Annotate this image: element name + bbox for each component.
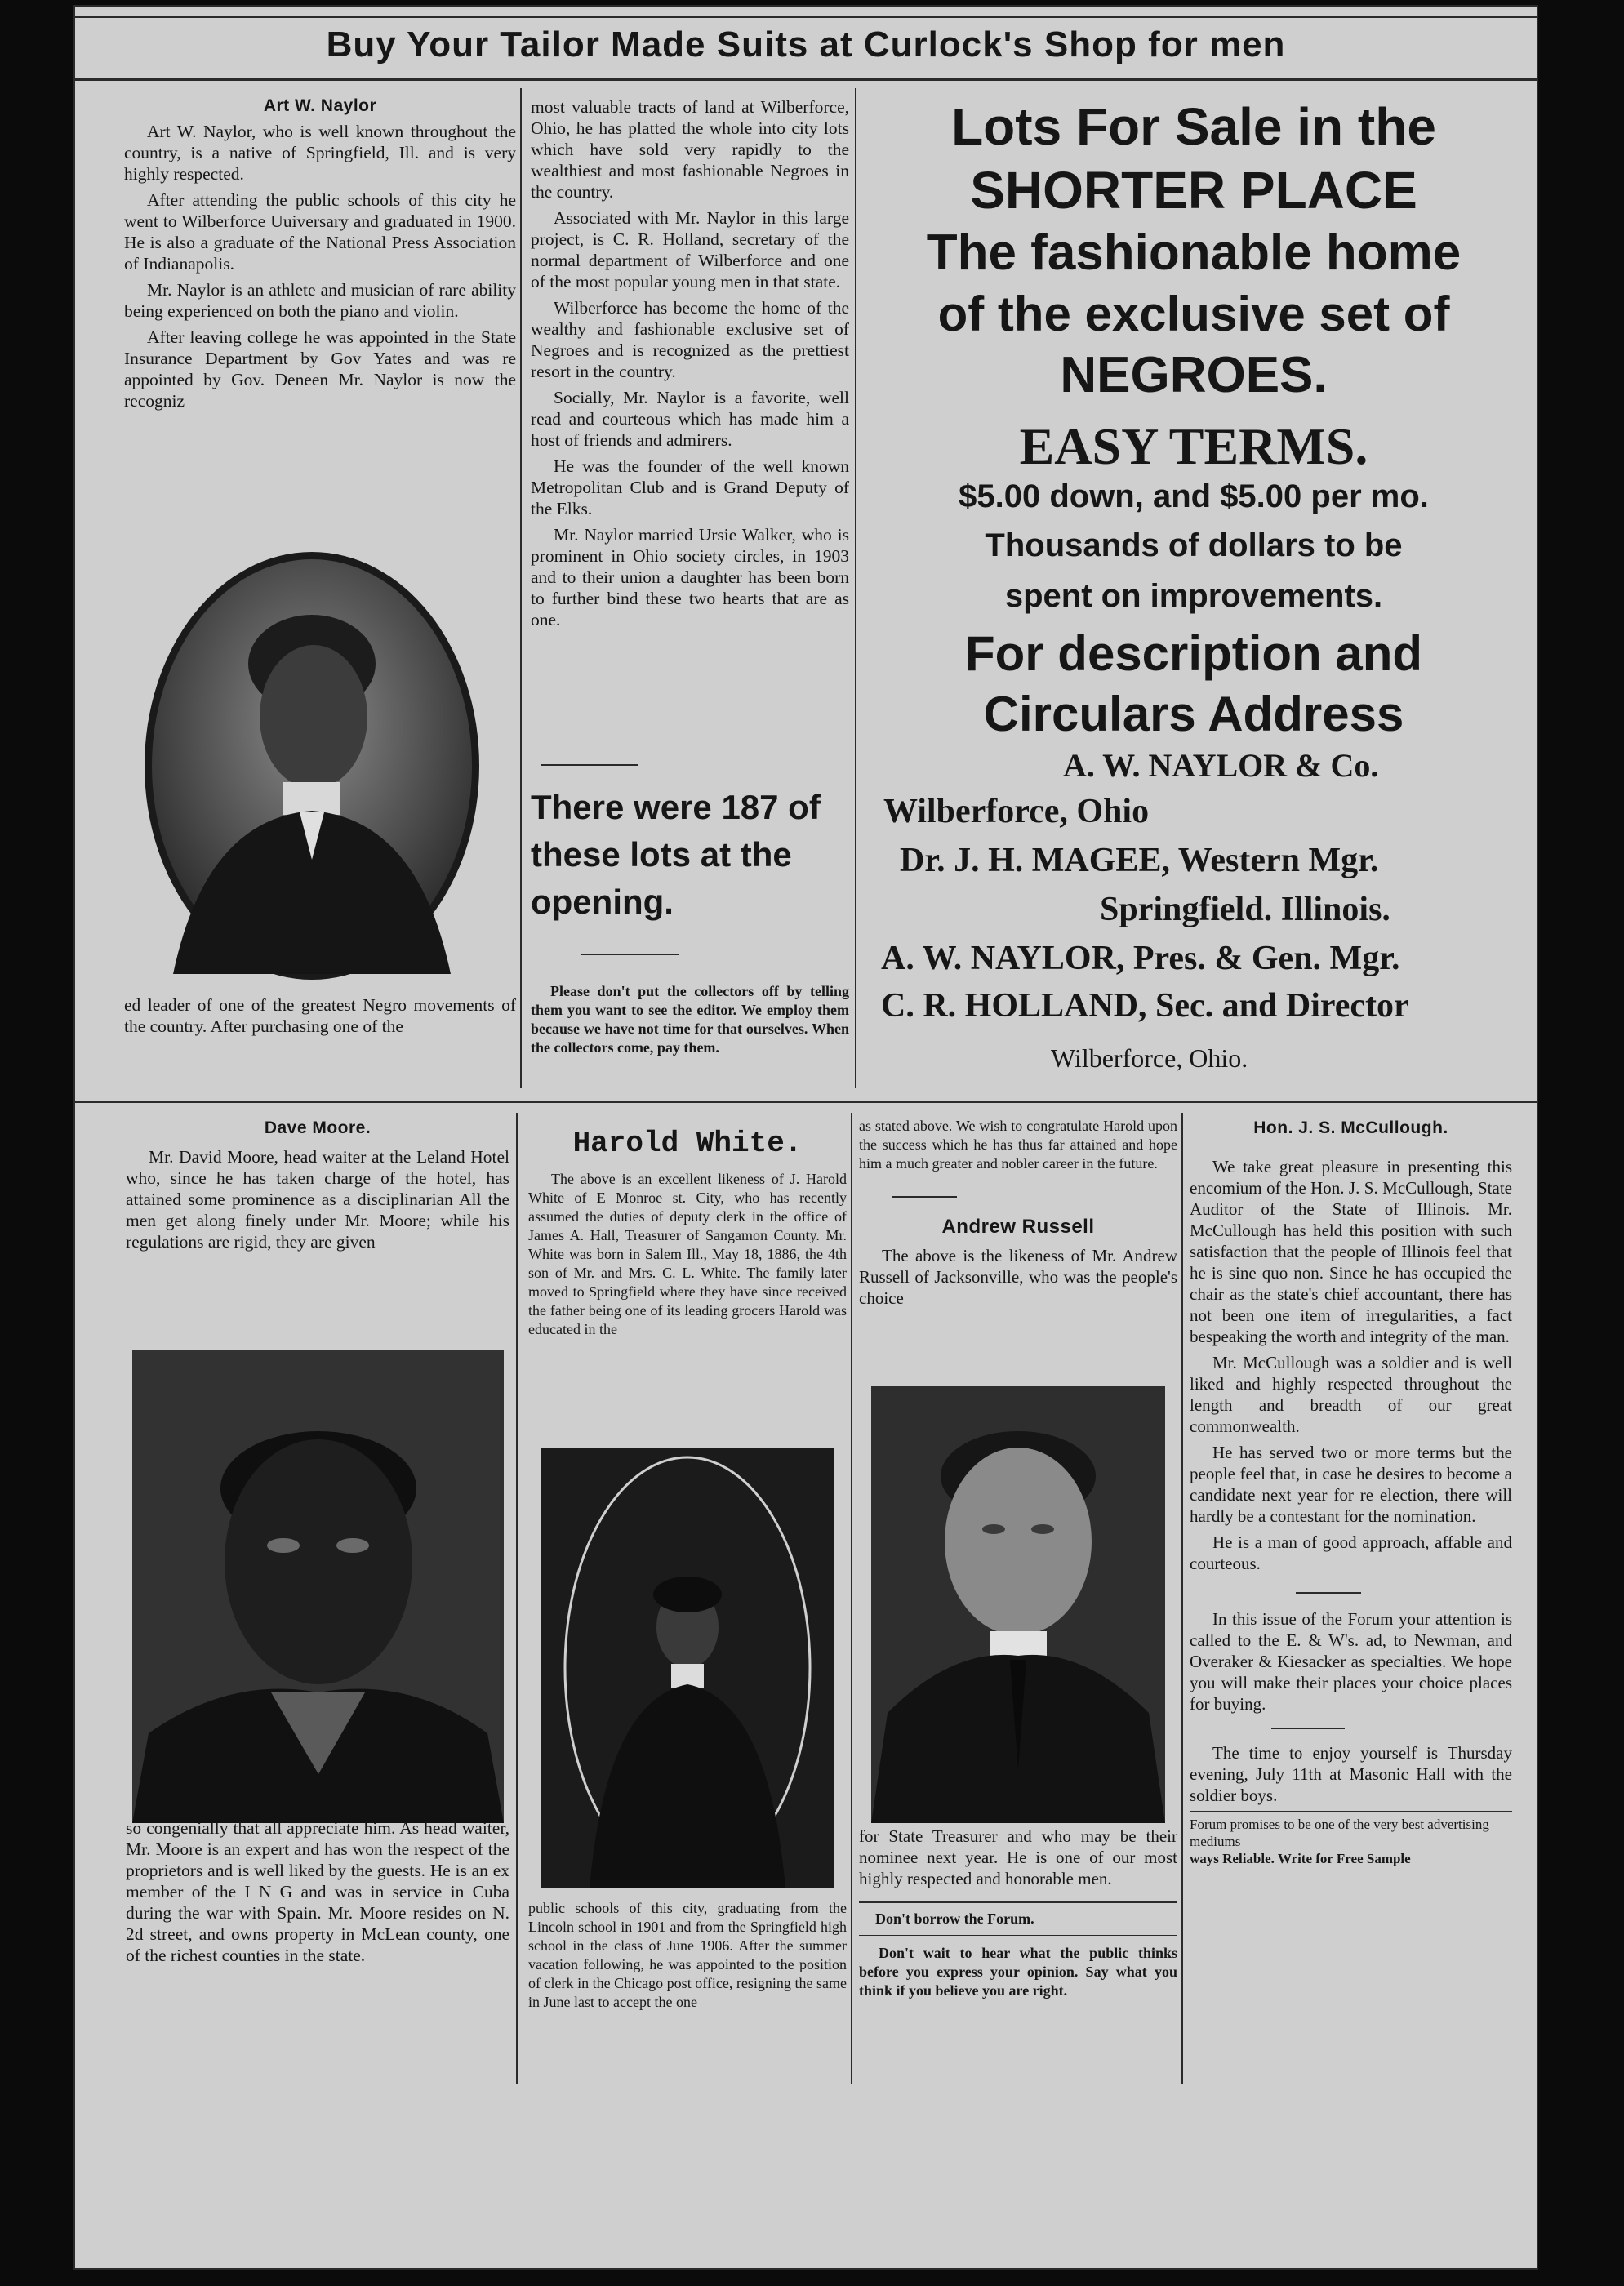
naylor-paragraph: Associated with Mr. Naylor in this large project, is C. R. Holland, secretary of the normal department of Wilberforce and one of the most popular young men in that state. [531,208,849,291]
naylor-paragraph: After attending the public schools of this city he went to Wilberforce Uuiversary and graduated in 1900. He is also a graduate of the National Press Association of Indianapolis. [124,190,516,274]
ad-line: Thousands of dollars to be [985,527,1403,563]
ad-line: Lots For Sale in the [951,97,1436,156]
column-rule [520,88,522,1088]
white-article [528,1127,847,1344]
white-heading: Harold White. [572,1127,803,1160]
banner-headline: Buy Your Tailor Made Suits at Curlock's Shop for men [326,24,1286,64]
newspaper-page [75,7,1537,2268]
ad-line: of the exclusive set of [937,287,1450,341]
russell-heading: Andrew Russell [941,1216,1095,1238]
mccullough-paragraph: He is a man of good approach, affable and courteous. [1190,1532,1512,1573]
column-rule [516,1113,518,2084]
naylor-paragraph: most valuable tracts of land at Wilberforce, Ohio, he has platted the whole into city lots which have sold very rapidly to the wealthiest and most fashionable Negroes in the country. [531,97,849,202]
column-rule [851,1113,852,2084]
ad-line: A. W. NAYLOR & Co. [1063,747,1379,784]
naylor-column-1 [124,96,516,416]
moore-intro: Mr. David Moore, head waiter at the Leland Hotel who, since he has taken charge of the hotel, has attained some prominence as a disciplinarian All the men get along finely under Mr. Moore; while his regulations are rigid, they are given [126,1147,509,1252]
mccullough-paragraph: He has served two or more terms but the people feel that, in case he desires to become a candidate next year for re election, there will hardly be a contestant for the nomination. [1190,1443,1512,1526]
notes-rule [859,1901,1177,1903]
short-rule [541,764,638,766]
ad-line: A. W. NAYLOR, Pres. & Gen. Mgr. [881,940,1400,977]
moore-article [126,1119,509,1257]
naylor-paragraph: He was the founder of the well known Metropolitan Club and is Grand Deputy of the Elks. [531,456,849,518]
section-rule [75,1101,1537,1103]
moore-heading: Dave Moore. [264,1119,372,1137]
promise-note: Forum promises to be one of the very best advertising mediums [1190,1817,1489,1849]
naylor-continued [124,994,516,1037]
naylor-paragraph: Socially, Mr. Naylor is a favorite, well read and courteous which has made him a host of friends and admirers. [531,388,849,450]
naylor-heading: Art W. Naylor [263,96,377,115]
lots-note: There were 187 of these lots at the opening. [531,788,821,921]
borrow-note: Don't borrow the Forum. [875,1910,1034,1927]
ad-line: $5.00 down, and $5.00 per mo. [959,478,1429,514]
short-rule [1296,1592,1361,1594]
russell-continued [859,1826,1177,2000]
white-intro: The above is an excellent likeness of J. Harold White of E Monroe st. City, who has recently assumed the duties of deputy clerk in the office of James A. Hall, Treasurer of Sangamon County. Mr. White was born in Salem Ill., May 18, 1886, the 4th son of Mr. and Mrs. C. L. White. The family later moved to Springfield where they have since received the father being one of its leading grocers Harold was educated in the [528,1171,847,1337]
column-rule [855,88,856,1088]
column-rule [1181,1113,1183,2084]
naylor-column-2 [531,96,849,635]
short-rule [1271,1728,1345,1729]
naylor-paragraph: Mr. Naylor is an athlete and musician of rare ability being experienced on both the piano and violin. [124,280,516,321]
moore-portrait [132,1350,504,1823]
ad-line: The fashionable home [926,225,1462,281]
white-continued-text: public schools of this city, graduating from the Lincoln school in 1901 and from the Springfield high school in the class of June 1906. After the summer vacation following, he was appointed to the position of clerk in the Chicago post office, resigning the same in June last to accept the one [528,1900,847,2010]
ad-line: Circulars Address [983,687,1404,741]
lots-advertisement [863,96,1524,1092]
ad-line: Wilberforce, Ohio. [1051,1043,1248,1073]
ad-line: Springfield. Illinois. [1100,891,1390,928]
mccullough-heading: Hon. J. S. McCullough. [1253,1119,1448,1137]
russell-portrait [871,1386,1165,1823]
ad-line: C. R. HOLLAND, Sec. and Director [881,987,1409,1025]
notes-rule [1190,1811,1512,1812]
ad-line: SHORTER PLACE [970,161,1417,220]
top-rule [75,16,1537,18]
mccullough-paragraph: Mr. McCullough was a soldier and is well liked and highly respected throughout the length and breadth of our great commonwealth. [1190,1353,1512,1436]
moore-continued [126,1817,509,1966]
moore-continued-text: so congenially that all appreciate him. As head waiter, Mr. Moore is an expert and has won the respect of the proprietors and is well liked by the guests. He is an ex member of the I N G and was in service in Cuba during the war with Spain. Mr. Moore resides on N. 2d street, and owns property in McLean county, one of the richest counties in the state. [126,1818,509,1965]
short-rule [892,1196,957,1198]
ad-line: For description and [964,626,1423,681]
mccullough-article [1190,1119,1512,1867]
banner-rule [75,78,1537,81]
white-portrait [541,1448,834,1888]
naylor-portrait [140,549,483,982]
ad-line: spent on improvements. [1004,578,1383,614]
naylor-paragraph: Mr. Naylor married Ursie Walker, who is prominent in Ohio society circles, in 1903 and to their union a daughter has been born to further bind these two hearts that are as one. [531,525,849,629]
russell-continued-text: for State Treasurer and who may be their nominee next year. He is one of our most highly respected and honorable men. [859,1826,1177,1888]
mccullough-paragraph: We take great pleasure in presenting this encomium of the Hon. J. S. McCullough, State Auditor of the State of Illinois. Mr. McCullough has held this position with such satisfaction that the people of Illinois feel that he is sine quo non. Since he has occupied the chair as the state's chief accountant, there has not been one item of irregularities, a fact bespeaking the worth and integrity of the man. [1190,1157,1512,1346]
ad-line: Dr. J. H. MAGEE, Western Mgr. [900,842,1379,879]
ad-line: EASY TERMS. [1019,417,1368,475]
opinion-note: Don't wait to hear what the public thinks before you express your opinion. Say what you think if you believe you are right. [859,1945,1177,1999]
naylor-paragraph: Wilberforce has become the home of the wealthy and fashionable exclusive set of Negroes and is recognized as the prettiest resort in the country. [531,298,849,381]
july-note: The time to enjoy yourself is Thursday evening, July 11th at Masonic Hall with the soldier boys. [1190,1743,1512,1805]
collectors-note: Please don't put the collectors off by telling them you want to see the editor. We employ them because we have not time for that ourselves. When the collectors come, pay them. [531,983,849,1056]
naylor-paragraph: After leaving college he was appointed in the State Insurance Department by Gov Yates and was re appointed by Gov. Deneen Mr. Naylor is now the recogniz [124,327,516,411]
white-conclusion: as stated above. We wish to congratulate Harold upon the success which he has thus far attained and hope him a much greater and nobler career in the future. [859,1118,1177,1172]
ad-line: Wilberforce, Ohio [883,793,1150,830]
white-continued [528,1899,847,2012]
russell-article [859,1117,1177,1314]
forum-ads-note: In this issue of the Forum your attention is called to the E. & W's. ad, to Newman, and Overaker & Kiesacker as specialties. We hope you will make their places your choice places for buying. [1190,1609,1512,1714]
ad-line: NEGROES. [1060,347,1328,403]
short-rule [581,954,679,955]
naylor-paragraph: Art W. Naylor, who is well known throughout the country, is a native of Springfield, Ill. and is very highly respected. [124,122,516,184]
reliable-note: ways Reliable. Write for Free Sample [1190,1851,1411,1866]
naylor-continued-text: ed leader of one of the greatest Negro movements of the country. After purchasing one of the [124,995,516,1036]
notes-rule [859,1935,1177,1936]
russell-intro: The above is the likeness of Mr. Andrew Russell of Jacksonville, who was the people's choice [859,1246,1177,1308]
